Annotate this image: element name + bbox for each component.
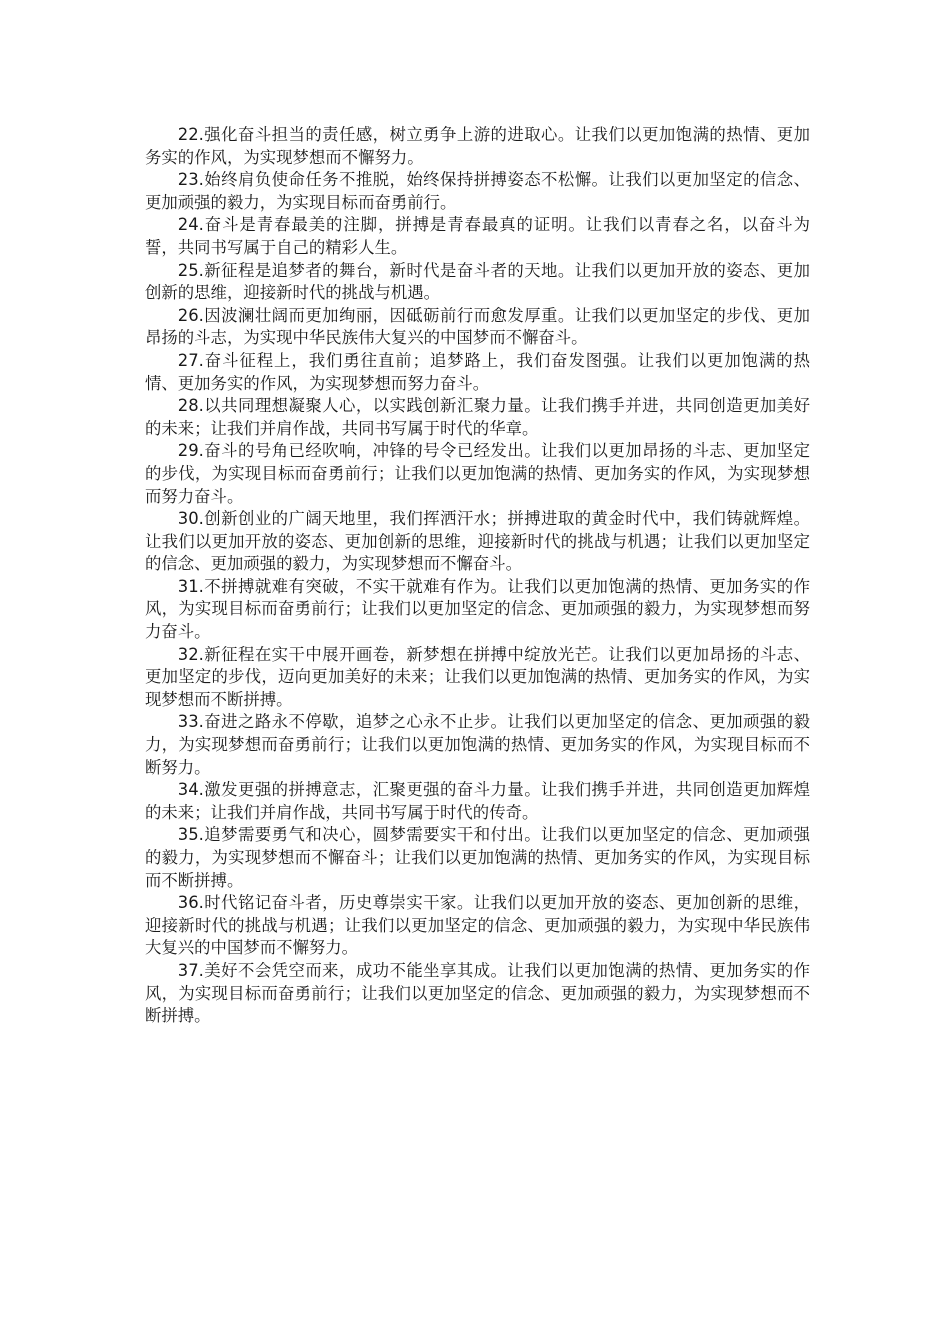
paragraph-22: 22.强化奋斗担当的责任感，树立勇争上游的进取心。让我们以更加饱满的热情、更加务实的作风，为实现梦想而不懈努力。 [145, 125, 810, 167]
paragraph-34: 34.激发更强的拼搏意志，汇聚更强的奋斗力量。让我们携手并进，共同创造更加辉煌的未来；让我们并肩作战，共同书写属于时代的传奇。 [145, 780, 810, 822]
paragraph-37: 37.美好不会凭空而来，成功不能坐享其成。让我们以更加饱满的热情、更加务实的作风，为实现目标而奋勇前行；让我们以更加坚定的信念、更加顽强的毅力，为实现梦想而不断拼搏。 [145, 960, 810, 1026]
paragraph-35: 35.追梦需要勇气和决心，圆梦需要实干和付出。让我们以更加坚定的信念、更加顽强的毅力，为实现梦想而不懈奋斗；让我们以更加饱满的热情、更加务实的作风，为实现目标而不断拼搏。 [145, 825, 810, 890]
paragraph-23: 23.始终肩负使命任务不推脱，始终保持拼搏姿态不松懈。让我们以更加坚定的信念、更加顽强的毅力，为实现目标而奋勇前行。 [145, 170, 810, 212]
paragraph-32: 32.新征程在实干中展开画卷，新梦想在拼搏中绽放光芒。让我们以更加昂扬的斗志、更加坚定的步伐，迈向更加美好的未来；让我们以更加饱满的热情、更加务实的作风，为实现梦想而不断拼搏。 [145, 644, 810, 709]
paragraph-36: 36.时代铭记奋斗者，历史尊崇实干家。让我们以更加开放的姿态、更加创新的思维，迎接新时代的挑战与机遇；让我们以更加坚定的信念、更加顽强的毅力，为实现中华民族伟大复兴的中国梦而不懈努力。 [145, 893, 810, 958]
paragraph-28: 28.以共同理想凝聚人心，以实践创新汇聚力量。让我们携手并进，共同创造更加美好的未来；让我们并肩作战，共同书写属于时代的华章。 [145, 396, 810, 438]
paragraph-30: 30.创新创业的广阔天地里，我们挥洒汗水；拼搏进取的黄金时代中，我们铸就辉煌。让我们以更加开放的姿态、更加创新的思维，迎接新时代的挑战与机遇；让我们以更加坚定的信念、更加顽强的毅力，为实现梦想而不懈奋斗。 [145, 509, 810, 574]
paragraph-27: 27.奋斗征程上，我们勇往直前；追梦路上，我们奋发图强。让我们以更加饱满的热情、更加务实的作风，为实现梦想而努力奋斗。 [145, 350, 810, 393]
paragraph-24: 24.奋斗是青春最美的注脚，拼搏是青春最真的证明。让我们以青春之名，以奋斗为誓，共同书写属于自己的精彩人生。 [145, 215, 810, 257]
paragraph-31: 31.不拼搏就难有突破，不实干就难有作为。让我们以更加饱满的热情、更加务实的作风，为实现目标而奋勇前行；让我们以更加坚定的信念、更加顽强的毅力，为实现梦想而努力奋斗。 [145, 576, 810, 642]
paragraph-33: 33.奋进之路永不停歇，追梦之心永不止步。让我们以更加坚定的信念、更加顽强的毅力，为实现梦想而奋勇前行；让我们以更加饱满的热情、更加务实的作风，为实现目标而不断努力。 [145, 712, 810, 777]
paragraph-26: 26.因波澜壮阔而更加绚丽，因砥砺前行而愈发厚重。让我们以更加坚定的步伐、更加昂扬的斗志，为实现中华民族伟大复兴的中国梦而不懈奋斗。 [145, 305, 810, 348]
paragraph-25: 25.新征程是追梦者的舞台，新时代是奋斗者的天地。让我们以更加开放的姿态、更加创新的思维，迎接新时代的挑战与机遇。 [145, 260, 810, 303]
paragraph-29: 29.奋斗的号角已经吹响，冲锋的号令已经发出。让我们以更加昂扬的斗志、更加坚定的步伐，为实现目标而奋勇前行；让我们以更加饱满的热情、更加务实的作风，为实现梦想而努力奋斗。 [145, 441, 810, 506]
document-body [145, 124, 810, 1028]
